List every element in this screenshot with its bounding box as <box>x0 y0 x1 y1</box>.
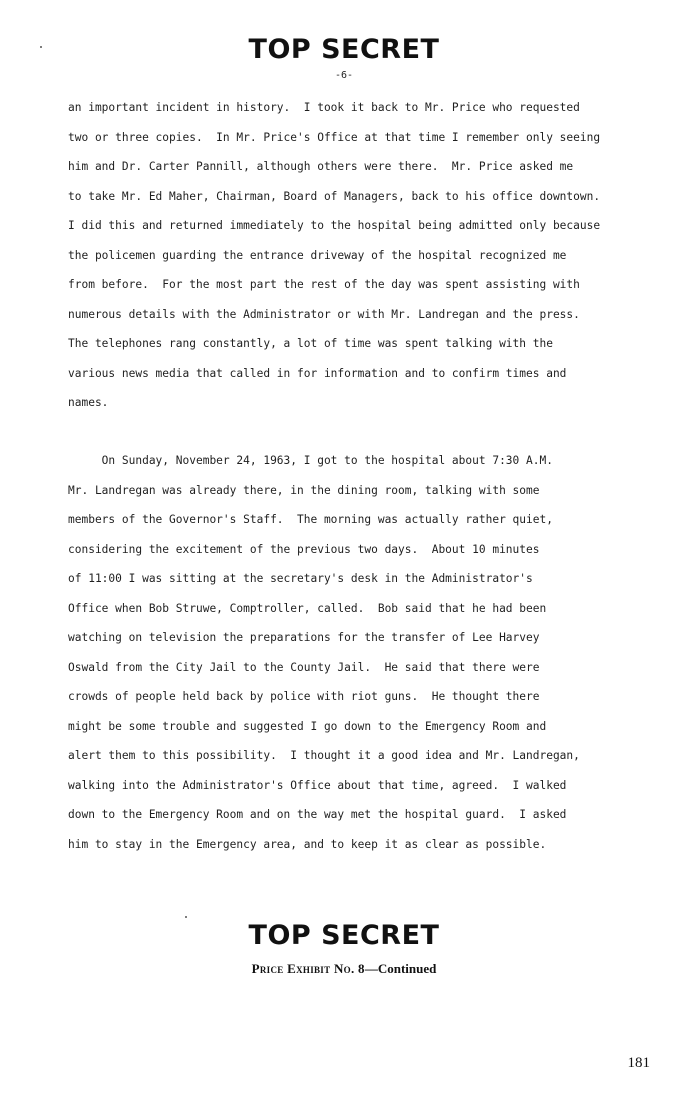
text-line: him and Dr. Carter Pannill, although others were there. Mr. Price asked me <box>68 160 574 173</box>
top-secret-stamp-footer: TOP SECRET <box>248 920 440 951</box>
text-line: might be some trouble and suggested I go down to the Emergency Room and <box>68 719 547 733</box>
text-line: Oswald from the City Jail to the County Jail. He said that there were <box>68 660 540 674</box>
page-marker: -6- <box>334 70 354 81</box>
text-line: members of the Governor's Staff. The morning was actually rather quiet, <box>68 513 553 526</box>
text-line: crowds of people held back by police with riot guns. He thought there <box>68 690 540 703</box>
text-line: Mr. Landregan was already there, in the dining room, talking with some <box>68 483 540 497</box>
text-line: watching on television the preparations for the transfer of Lee Harvey <box>68 631 540 644</box>
top-secret-stamp-header: TOP SECRET <box>248 34 440 65</box>
scan-speck <box>185 916 187 918</box>
text-line: considering the excitement of the previous two days. About 10 minutes <box>68 542 540 556</box>
text-line: down to the Emergency Room and on the way met the hospital guard. I asked <box>68 808 567 821</box>
text-line: On Sunday, November 24, 1963, I got to the hospital about 7:30 A.M. <box>68 454 553 467</box>
text-line: the policemen guarding the entrance driveway of the hospital recognized me <box>68 248 567 262</box>
text-line: from before. For the most part the rest of the day was spent assisting with <box>68 278 580 291</box>
text-line: of 11:00 I was sitting at the secretary's desk in the Administrator's <box>68 572 533 585</box>
text-line: I did this and returned immediately to the hospital being admitted only because <box>68 219 601 232</box>
text-line: Office when Bob Struwe, Comptroller, called. Bob said that he had been <box>68 601 547 615</box>
text-line: The telephones rang constantly, a lot of time was spent talking with the <box>68 337 553 350</box>
exhibit-label: Price Exhibit No. 8 <box>251 961 365 976</box>
text-line: walking into the Administrator's Office about that time, agreed. I walked <box>68 778 567 792</box>
text-line: various news media that called in for information and to confirm times and <box>68 366 567 380</box>
text-line: names. <box>68 396 109 409</box>
text-line: to take Mr. Ed Maher, Chairman, Board of Managers, back to his office downtown. <box>68 189 601 203</box>
text-line: two or three copies. In Mr. Price's Office at that time I remember only seeing <box>68 130 601 144</box>
paragraph-2 <box>68 446 658 859</box>
text-line: an important incident in history. I took it back to Mr. Price who requested <box>68 101 580 114</box>
page-number: 181 <box>627 1055 650 1071</box>
text-line: alert them to this possibility. I thought it a good idea and Mr. Landregan, <box>68 749 580 762</box>
exhibit-caption <box>0 961 688 977</box>
paragraph-1 <box>68 93 658 418</box>
exhibit-continued: —Continued <box>364 961 437 976</box>
text-line: him to stay in the Emergency area, and to keep it as clear as possible. <box>68 837 547 851</box>
text-line: numerous details with the Administrator or with Mr. Landregan and the press. <box>68 307 580 321</box>
